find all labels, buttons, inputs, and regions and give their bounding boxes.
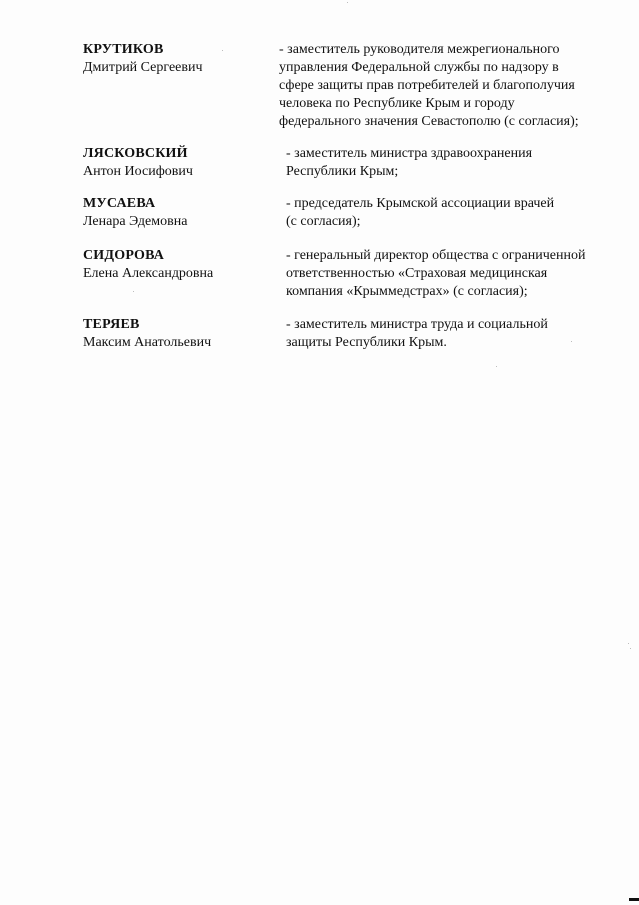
member-role: - председатель Крымской ассоциации врачей (с согласия);	[286, 196, 555, 229]
scan-speck	[222, 50, 223, 51]
member-role: - заместитель министра здравоохранения Республики Крым;	[286, 146, 533, 179]
member-surname: МУСАЕВА	[83, 196, 156, 211]
member-name-block	[83, 195, 263, 231]
member-surname: ЛЯСКОВСКИЙ	[83, 146, 188, 161]
member-given-names: Дмитрий Сергеевич	[83, 60, 203, 75]
scan-speck	[496, 366, 497, 367]
member-given-names: Антон Иосифович	[83, 164, 193, 179]
scan-speck	[630, 648, 631, 649]
scan-speck	[347, 2, 348, 3]
member-given-names: Ленара Эдемовна	[83, 214, 188, 229]
member-name-block	[83, 145, 263, 181]
member-given-names: Елена Александровна	[83, 266, 214, 281]
member-role: - генеральный директор общества с ограниченной ответственностью «Страховая медицинская компания «Крыммедстрах» (с согласия);	[286, 248, 586, 299]
member-role: - заместитель министра труда и социальной защиты Республики Крым.	[286, 317, 548, 350]
member-role: - заместитель руководителя межрегионального управления Федеральной службы по надзору в сфере защиты прав потребителей и благополучия человека по Республике Крым и городу федерального значения Севастополю (с согласия);	[279, 42, 579, 129]
member-name-block	[83, 41, 263, 77]
member-surname: КРУТИКОВ	[83, 42, 164, 57]
member-given-names: Максим Анатольевич	[83, 335, 212, 350]
member-surname: ТЕРЯЕВ	[83, 317, 140, 332]
member-name-block	[83, 247, 263, 283]
scan-speck	[571, 341, 572, 342]
scan-speck	[133, 291, 134, 292]
scan-edge-mark	[629, 898, 639, 901]
member-name-block	[83, 316, 263, 352]
scan-speck	[628, 643, 629, 644]
member-surname: СИДОРОВА	[83, 248, 165, 263]
